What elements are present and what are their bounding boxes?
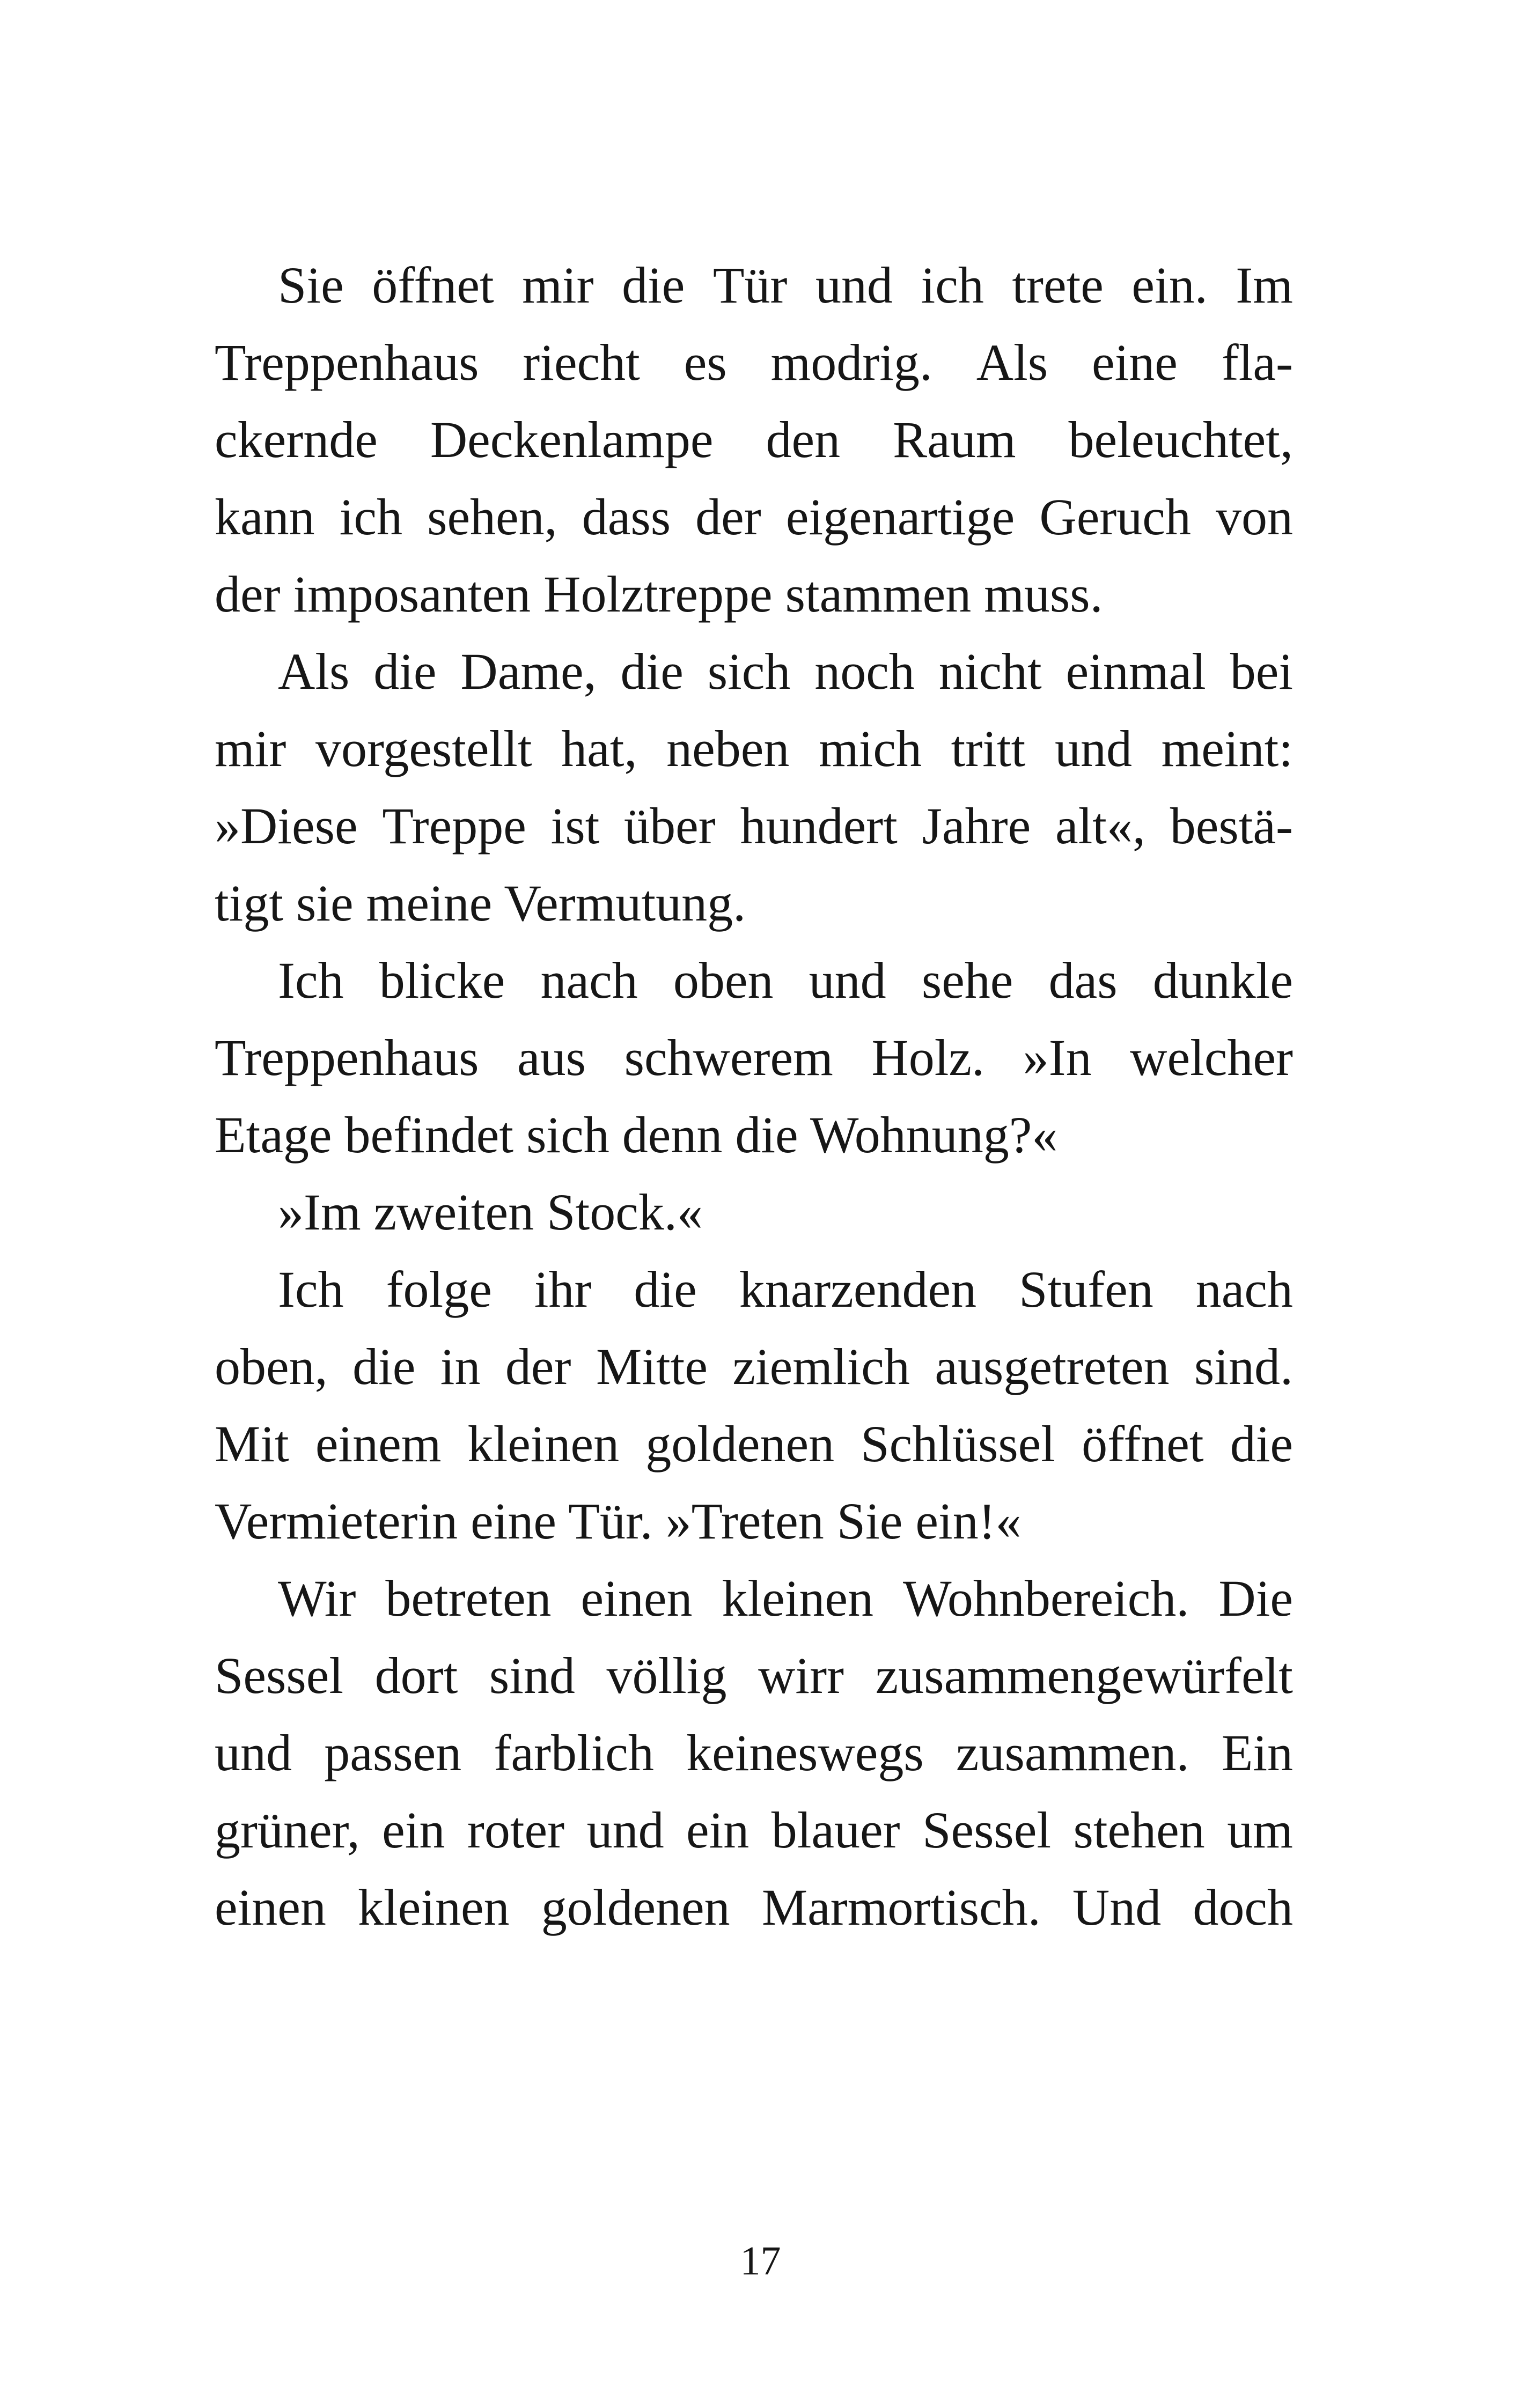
word: die [373,643,437,700]
word: aus [517,1029,586,1086]
word: Ich [278,1261,344,1318]
word: und [809,952,886,1009]
word: zusammengewürfelt [875,1647,1293,1704]
word: und [586,1801,664,1859]
word: meint: [1161,720,1293,777]
word: stehen [1073,1801,1205,1859]
word: sind. [1194,1338,1293,1395]
word: oben, [215,1338,328,1395]
word: eigenartige [785,488,1015,546]
text-line [215,1560,1293,1637]
word: kleinen [467,1415,620,1472]
word: dass [582,488,671,546]
word: ein [382,1801,445,1859]
word: der [505,1338,571,1395]
word: Sessel [215,1647,343,1704]
word: hundert [740,797,898,855]
text-line [215,633,1293,710]
word: schwerem [624,1029,833,1086]
word: ckernde [215,411,378,468]
word: die [620,643,684,700]
word: öffnet [1082,1415,1204,1472]
word: bei [1230,643,1293,700]
word: goldenen [541,1879,730,1936]
text-line [215,1328,1293,1405]
word: Treppenhaus [215,1029,479,1086]
word: über [624,797,716,855]
word: riecht [523,334,640,391]
word: es [684,334,727,391]
word: ich [921,256,984,314]
word: Im [1236,256,1293,314]
word: nicht [938,643,1042,700]
word: ihr [534,1261,592,1318]
word: kleinen [722,1570,873,1627]
word: dort [374,1647,458,1704]
word: die [352,1338,416,1395]
text-line [215,710,1293,787]
word: noch [814,643,915,700]
word: trete [1012,256,1104,314]
word: Marmortisch. [761,1879,1041,1936]
word: betreten [385,1570,552,1627]
word: doch [1193,1879,1293,1936]
word: Stufen [1019,1261,1153,1318]
word: sehen, [427,488,557,546]
word: Als [976,334,1048,391]
word: und [815,256,893,314]
word: Treppenhaus [215,334,479,391]
text-line: Etage befindet sich denn die Wohnung?« [215,1106,1058,1164]
word: einen [215,1879,326,1936]
word: ein [686,1801,750,1859]
text-line [215,1405,1293,1483]
word: Als [278,643,350,700]
page-number: 17 [740,2238,781,2284]
word: farblich [494,1724,654,1781]
word: folge [386,1261,492,1318]
word: goldenen [645,1415,835,1472]
text-line [215,1251,1293,1328]
text-line [215,401,1293,478]
word: keineswegs [686,1724,924,1781]
word: Und [1072,1879,1162,1936]
word: der [695,488,761,546]
text-line [215,1019,1293,1096]
text-line: tigt sie meine Vermutung. [215,874,746,932]
word: tritt [951,720,1026,777]
word: fla- [1221,334,1293,391]
word: Holz. [871,1029,984,1086]
word: die [634,1261,697,1318]
word: oben [673,952,774,1009]
word: Geruch [1039,488,1191,546]
word: mir [215,720,286,777]
word: die [1230,1415,1293,1472]
word: modrig. [770,334,932,391]
word: sich [707,643,791,700]
word: Sie [278,256,344,314]
word: eine [1091,334,1178,391]
word: einem [315,1415,442,1472]
word: zusammen. [956,1724,1189,1781]
word: hat, [561,720,637,777]
word: ein. [1131,256,1208,314]
word: sehe [921,952,1013,1009]
body-text [215,247,1293,1946]
word: das [1048,952,1118,1009]
word: nach [540,952,638,1009]
word: ziemlich [732,1338,910,1395]
word: Jahre [922,797,1031,855]
word: »Diese [215,797,358,855]
word: Raum [893,411,1016,468]
word: den [766,411,841,468]
word: Deckenlampe [430,411,714,468]
word: und [215,1724,292,1781]
word: Mitte [596,1338,708,1395]
word: kleinen [358,1879,510,1936]
word: blauer [771,1801,900,1859]
text-line [215,1637,1293,1714]
word: einmal [1066,643,1206,700]
word: kann [215,488,315,546]
word: beleuchtet, [1068,411,1293,468]
word: Ich [278,952,344,1009]
word: mir [522,256,594,314]
text-line: der imposanten Holztreppe stammen muss. [215,565,1103,623]
word: Tür [712,256,788,314]
word: Sessel [922,1801,1052,1859]
word: »In [1023,1029,1092,1086]
word: passen [324,1724,462,1781]
word: vorgestellt [315,720,532,777]
word: Die [1218,1570,1293,1627]
word: blicke [379,952,505,1009]
word: welcher [1130,1029,1293,1086]
text-line [215,1792,1293,1869]
word: bestä- [1170,797,1293,855]
word: nach [1195,1261,1293,1318]
word: die [622,256,685,314]
text-line [215,1869,1293,1946]
word: Wir [278,1570,356,1627]
word: Schlüssel [861,1415,1055,1472]
word: in [440,1338,481,1395]
word: mich [819,720,922,777]
text-line [215,478,1293,556]
word: Ein [1221,1724,1293,1781]
text-line [215,942,1293,1019]
word: neben [666,720,790,777]
word: Wohnbereich. [903,1570,1189,1627]
text-line [215,247,1293,324]
word: ausgetreten [935,1338,1170,1395]
word: grüner, [215,1801,360,1859]
word: Treppe [382,797,526,855]
word: um [1227,1801,1293,1859]
word: sind [489,1647,575,1704]
word: Mit [215,1415,289,1472]
word: einen [581,1570,693,1627]
word: knarzenden [739,1261,977,1318]
word: wirr [758,1647,844,1704]
word: öffnet [372,256,494,314]
word: Dame, [460,643,597,700]
text-line: »Im zweiten Stock.« [278,1183,703,1241]
word: von [1215,488,1293,546]
word: alt«, [1055,797,1145,855]
text-line [215,787,1293,865]
word: dunkle [1152,952,1293,1009]
word: roter [467,1801,565,1859]
word: ich [339,488,402,546]
text-line [215,1714,1293,1792]
word: ist [550,797,600,855]
text-line: Vermieterin eine Tür. »Treten Sie ein!« [215,1492,1022,1550]
word: und [1054,720,1132,777]
word: völlig [606,1647,727,1704]
text-line [215,324,1293,401]
